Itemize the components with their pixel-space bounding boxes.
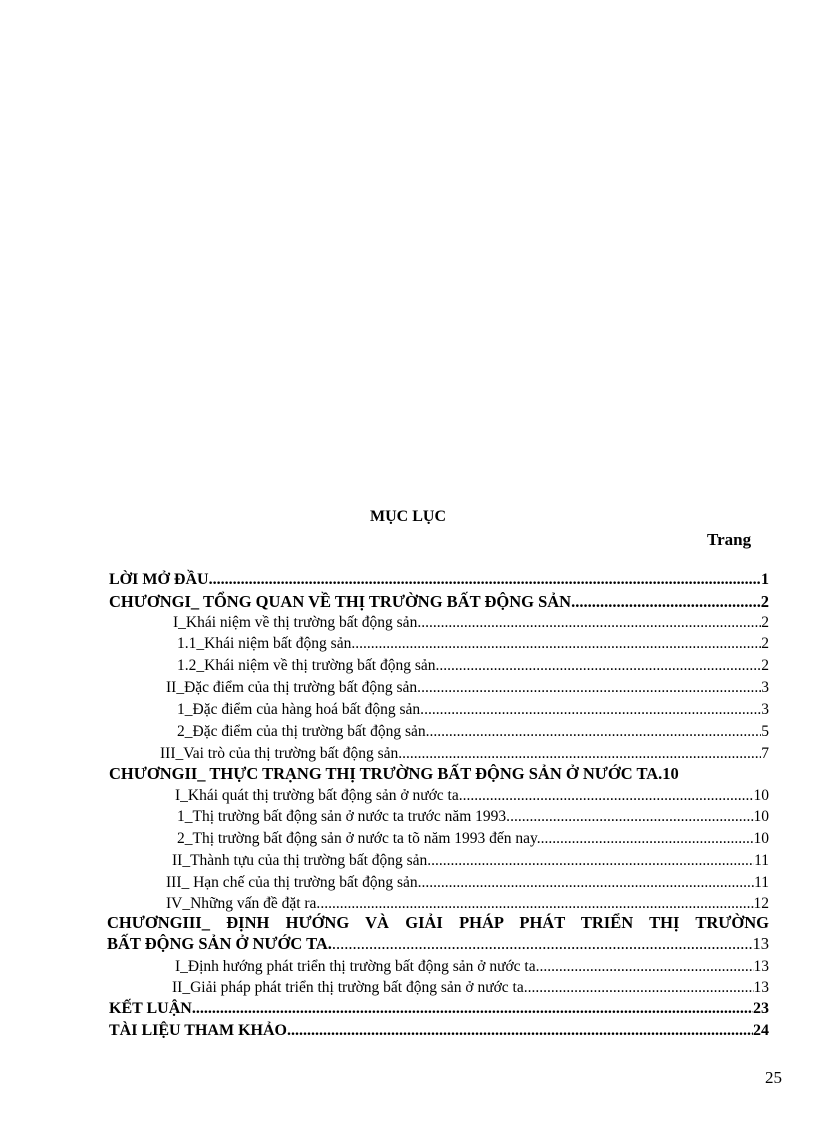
- page-column-header: Trang: [707, 530, 752, 549]
- toc-entry-references[interactable]: TÀI LIỆU THAM KHẢO ..... 24: [109, 1020, 769, 1041]
- toc-entry-chapter-3-title[interactable]: CHƯƠNGIII_ ĐỊNH HƯỚNG VÀ GIẢI PHÁP PHÁT TRIỂN THỊ TRƯỜNG: [107, 913, 769, 932]
- toc-entry-conclusion[interactable]: KẾT LUẬN ..... 23: [109, 998, 769, 1019]
- toc-entry[interactable]: I_Định hướng phát triển thị trường bất động sản ở nước ta. ..... 13: [175, 956, 769, 977]
- toc-entry-chapter-3[interactable]: BẤT ĐỘNG SẢN Ở NƯỚC TA. ..... 13: [107, 933, 769, 954]
- toc-entry-chapter-2[interactable]: CHƯƠNGII_ THỰC TRẠNG THỊ TRƯỜNG BẤT ĐỘNG SẢN Ở NƯỚC TA. 10: [109, 764, 679, 783]
- toc-entry[interactable]: III_ Hạn chế của thị trường bất động sản. ..... 11: [166, 872, 769, 893]
- page-number: 25: [765, 1068, 782, 1087]
- toc-entry[interactable]: II_Đặc điểm của thị trường bất động sản. ..... 3: [166, 677, 769, 698]
- toc-entry-introduction[interactable]: LỜI MỞ ĐẦU ..... 1: [109, 569, 769, 590]
- toc-entry[interactable]: 1.1_Khái niệm bất động sản ..... 2: [177, 633, 769, 654]
- toc-entry[interactable]: I_Khái niệm về thị trường bất động sản ..... 2: [173, 612, 769, 633]
- toc-entry[interactable]: 2_Thị trường bất động sản ở nước ta tõ năm 1993 đến nay. ..... 10: [177, 828, 769, 849]
- toc-entry[interactable]: 1.2_Khái niệm về thị trường bất động sản ..... 2: [177, 655, 769, 676]
- toc-entry[interactable]: 1_Thị trường bất động sản ở nước ta trước năm 1993. ..... 10: [177, 806, 769, 827]
- toc-entry[interactable]: 2_Đặc điểm của thị trường bất động sản. ..... 5: [177, 721, 769, 742]
- toc-entry[interactable]: IV_Những vấn đề đặt ra. ..... 12: [166, 893, 769, 914]
- toc-entry[interactable]: II_Giải pháp phát triển thị trường bất động sản ở nước ta. ..... 13: [172, 977, 769, 998]
- toc-entry[interactable]: III_Vai trò của thị trường bất động sản. ..... 7: [160, 743, 769, 764]
- toc-entry[interactable]: II_Thành tựu của thị trường bất động sản. ..... 11: [172, 850, 769, 871]
- toc-entry[interactable]: 1_Đặc điểm của hàng hoá bất động sản. ..... 3: [177, 699, 769, 720]
- toc-entry[interactable]: I_Khái quát thị trường bất động sản ở nước ta. ..... 10: [175, 785, 769, 806]
- page-title: MỤC LỤC: [370, 508, 446, 525]
- toc-entry-chapter-1[interactable]: CHƯƠNGI_ TỔNG QUAN VỀ THỊ TRƯỜNG BẤT ĐỘNG SẢN ..... 2: [109, 591, 769, 612]
